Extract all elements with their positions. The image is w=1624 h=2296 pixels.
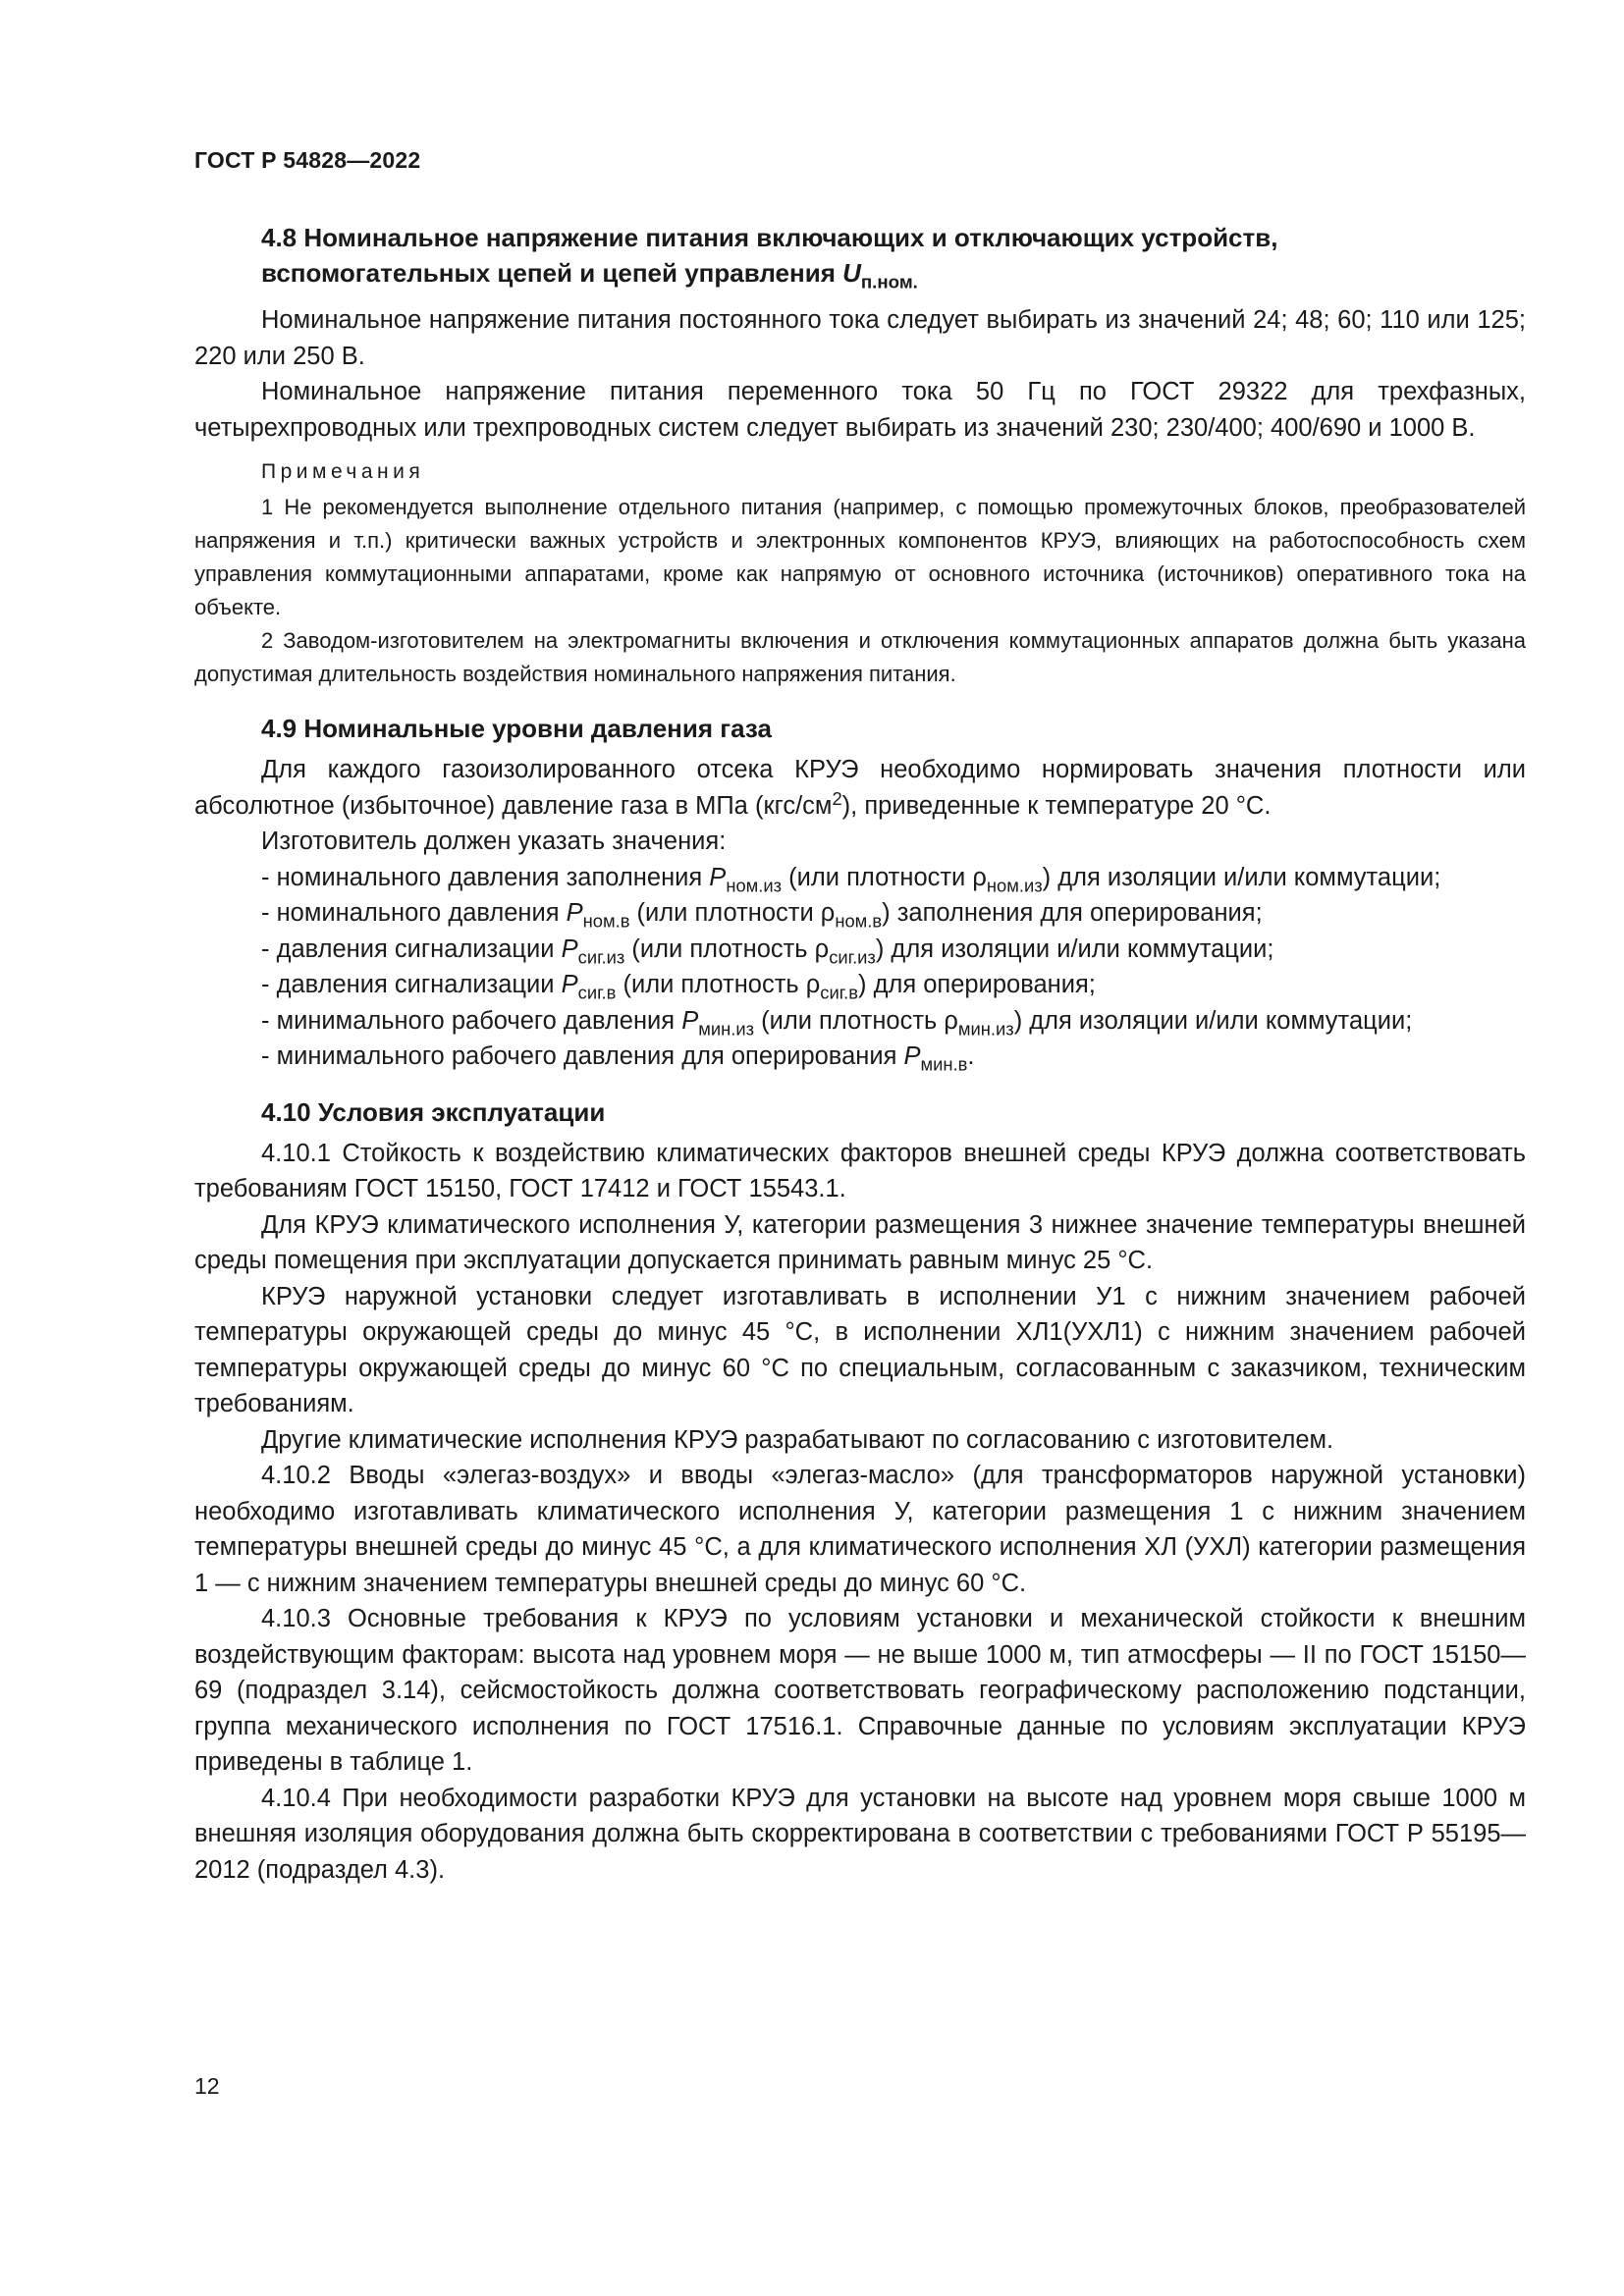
notes-block: [194, 457, 1526, 691]
section-4-10-paragraph: 4.10.1 Стойкость к воздействию климатических факторов внешней среды КРУЭ должна соответствовать требованиям ГОСТ 15150, ГОСТ 17412 и ГОСТ 15543.1.: [194, 1139, 1526, 1202]
section-4-10-title: 4.10 Условия эксплуатации: [261, 1096, 606, 1127]
pressure-list-item: - минимального рабочего давления $P_{мин.из}$ (или плотность $\rho_{мин.из}$) для изоляции и/или коммутации;: [261, 1006, 1413, 1039]
section-4-10-paragraph: 4.10.4 При необходимости разработки КРУЭ для установки на высоте над уровнем моря свыше 1000 м внешняя изоляция оборудования должна быть скорректирована в соответствии с требованиями ГОСТ Р 55195—2012 (подраздел 4.3).: [194, 1784, 1526, 1884]
section-4-9-para-gas: Для каждого газоизолированного отсека КРУЭ необходимо нормировать значения плотности или абсолютное (избыточное) давление газа в МПа $(кгс/см^2)$, приведенные к температуре 20 °С.: [194, 756, 1526, 820]
note-1: 1 Не рекомендуется выполнение отдельного питания (например, с помощью промежуточных блоков, преобразователей напряжения и т.п.) критически важных устройств и электронных компонентов КРУЭ, влияющих на работоспособность схем управления коммутационными аппаратами, кроме как напрямую от основного источника (источников) оперативного тока на объекте.: [194, 495, 1526, 619]
page-content: [194, 220, 1526, 1888]
section-4-10-paragraph: КРУЭ наружной установки следует изготавливать в исполнении У1 с нижним значением рабочей температуры окружающей среды до минус 45 °С, в исполнении ХЛ1(УХЛ1) с нижним значением рабочей температуры окружающей среды до минус 60 °С по специальным, согласованным с заказчиком, техническим требованиям.: [194, 1282, 1526, 1417]
document-code-header: ГОСТ Р 54828—2022: [194, 147, 421, 173]
pressure-list-item: - давления сигнализации $P_{сиг.из}$ (или плотность $\rho_{сиг.из}$) для изоляции и/или коммутации;: [261, 934, 1274, 967]
section-4-10-paragraph: 4.10.2 Вводы «элегаз-воздух» и вводы «элегаз-масло» (для трансформаторов наружной установки) необходимо изготавливать климатического исполнения У, категории размещения 1 с нижним значением температуры внешней среды до минус 45 °С, а для климатического исполнения ХЛ (УХЛ) категории размещения 1 — с нижним значением температуры внешней среды до минус 60 °С.: [194, 1462, 1526, 1597]
section-4-10-paragraph: 4.10.3 Основные требования к КРУЭ по условиям установки и механической стойкости к внешним воздействующим факторам: высота над уровнем моря — не выше 1000 м, тип атмосферы — II по ГОСТ 15150—69 (подраздел 3.14), сейсмостойкость должна соответствовать географическому расположению подстанции, группа механического исполнения по ГОСТ 17516.1. Справочные данные по условиям эксплуатации КРУЭ приведены в таблице 1.: [194, 1605, 1526, 1776]
section-4-9-title: 4.9 Номинальные уровни давления газа: [261, 714, 772, 743]
section-4-10-paragraph: Для КРУЭ климатического исполнения У, категории размещения 3 нижнее значение температуры внешней среды помещения при эксплуатации допускается принимать равным минус 25 °С.: [194, 1210, 1526, 1274]
notes-heading: Примечания: [261, 460, 425, 483]
pressure-list-item: - минимального рабочего давления для оперирования $P_{мин.в}$.: [261, 1042, 975, 1075]
pressure-list-item: - номинального давления $P_{ном.в}$ (или плотности $\rho_{ном.в}$) заполнения для оперирования;: [261, 899, 1263, 932]
pressure-list-item: - давления сигнализации $P_{сиг.в}$ (или плотность $\rho_{сиг.в}$) для оперирования;: [261, 971, 1096, 1003]
section-4-8-title: 4.8 Номинальное напряжение питания включающих и отключающих устройств, вспомогательных цепей и цепей управления $U_{п.ном.}$: [261, 223, 1278, 293]
section-4-10-paragraph: Другие климатические исполнения КРУЭ разрабатывают по согласованию с изготовителем.: [261, 1425, 1334, 1454]
note-2: 2 Заводом-изготовителем на электромагниты включения и отключения коммутационных аппаратов должна быть указана допустимая длительность воздействия номинального напряжения питания.: [194, 628, 1526, 686]
page-number: 12: [194, 2073, 220, 2099]
section-4-8-para-ac: Номинальное напряжение питания переменного тока 50 Гц по ГОСТ 29322 для трехфазных, четырехпроводных или трехпроводных систем следует выбирать из значений 230; 230/400; 400/690 и 1000 В.: [194, 378, 1526, 442]
section-4-8-para-dc: Номинальное напряжение питания постоянного тока следует выбирать из значений 24; 48; 60; 110 или 125; 220 или 250 В.: [194, 306, 1526, 370]
pressure-list-item: - номинального давления заполнения $P_{ном.из}$ (или плотности $\rho_{ном.из}$) для изоляции и/или коммутации;: [261, 863, 1441, 895]
voltage-symbol: U: [842, 258, 861, 288]
section-4-9-para-manufacturer: Изготовитель должен указать значения:: [261, 828, 727, 855]
